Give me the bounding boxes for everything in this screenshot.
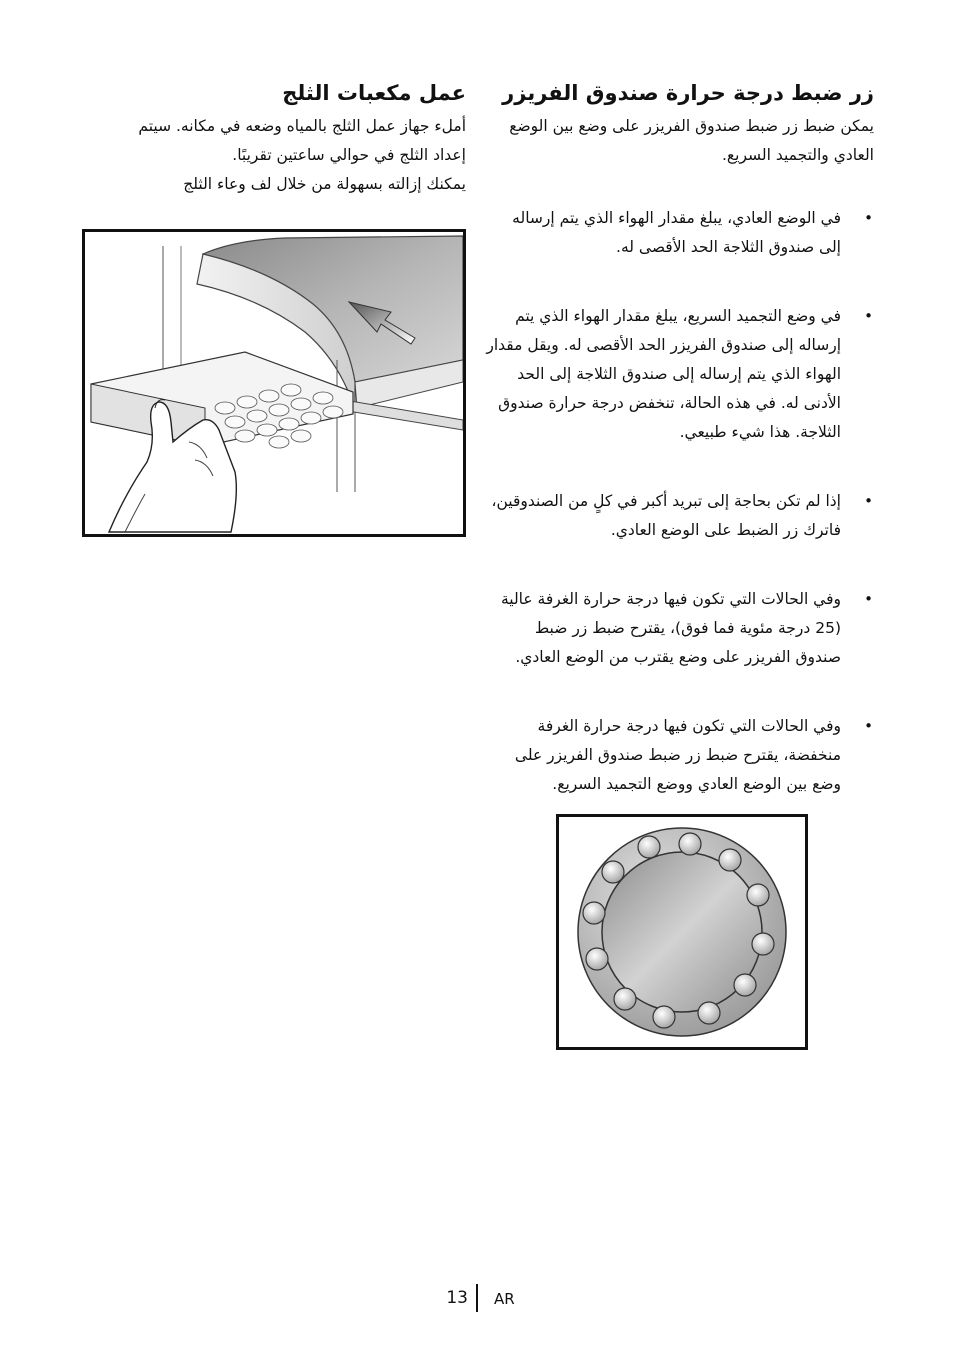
ice-tray-illustration [82, 229, 466, 537]
ice-tray-icon [85, 232, 463, 534]
freezer-knob-heading: زر ضبط درجة حرارة صندوق الفريزر [502, 81, 874, 105]
list-item: • إذا لم تكن بحاجة إلى تبريد أكبر في كلٍ من الصندوقين، فاترك زر الضبط على الوضع العادي. [486, 487, 841, 545]
language-code: AR [494, 1290, 515, 1308]
ice-making-section [80, 78, 466, 199]
temperature-knob-illustration [556, 814, 808, 1050]
page-footer [0, 1284, 954, 1314]
list-item: • في وضع التجميد السريع، يبلغ مقدار الهواء الذي يتم إرساله إلى صندوق الفريزر الحد الأقصى له. ويقل مقدار الهواء الذي يتم إرساله إلى صندوق الثلاجة إلى الحد الأدنى له. في هذه الحالة، تنخفض درجة حرارة صندوق الثلاجة. هذا شيء طبيعي. [486, 302, 841, 447]
temperature-knob-icon [559, 817, 805, 1047]
ice-making-line: يمكنك إزالته بسهولة من خلال لف وعاء الثلج [183, 175, 466, 193]
freezer-knob-section [486, 78, 874, 839]
list-item: • وفي الحالات التي تكون فيها درجة حرارة الغرفة عالية (25 درجة مئوية فما فوق)، يقترح ضبط زر ضبط صندوق الفريزر على وضع يقترب من الوضع العادي. [486, 585, 841, 672]
freezer-knob-intro: يمكن ضبط زر ضبط صندوق الفريزر على وضع بين الوضع العادي والتجميد السريع. [509, 117, 874, 164]
list-item: • في الوضع العادي، يبلغ مقدار الهواء الذي يتم إرساله إلى صندوق الثلاجة الحد الأقصى له. [486, 204, 841, 262]
freezer-knob-bullets [486, 204, 874, 799]
ice-making-heading: عمل مكعبات الثلج [282, 81, 466, 105]
ice-making-line: أملء جهاز عمل الثلج بالمياه وضعه في مكانه. سيتم [138, 117, 466, 135]
list-item: • وفي الحالات التي تكون فيها درجة حرارة الغرفة منخفضة، يقترح ضبط زر ضبط صندوق الفريزر على وضع بين الوضع العادي ووضع التجميد السريع. [486, 712, 841, 799]
page-number: 13 [446, 1288, 468, 1308]
footer-divider [476, 1284, 478, 1312]
ice-making-line: إعداد الثلج في حوالي ساعتين تقريبًا. [232, 146, 466, 164]
